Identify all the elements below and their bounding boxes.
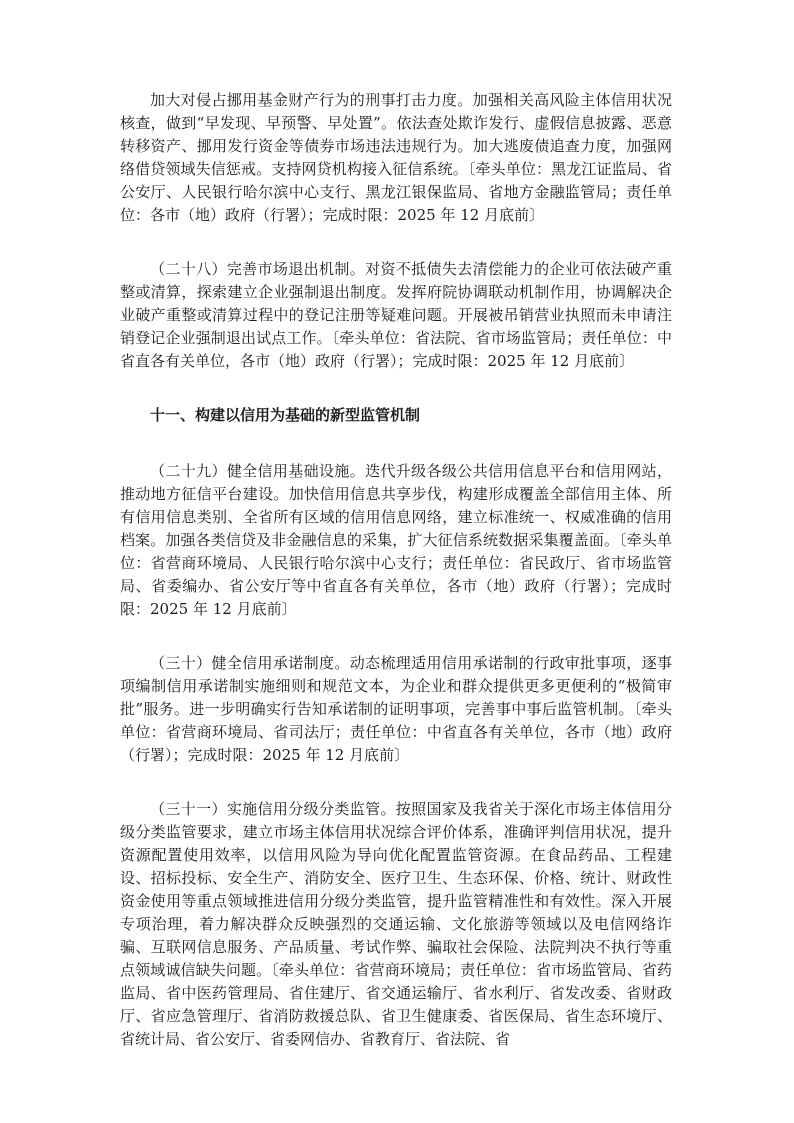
document-body	[120, 89, 672, 1082]
paragraph-31-credit-classification: （三十一）实施信用分级分类监管。按照国家及我省关于深化市场主体信用分级分类监管要求，建立市场主体信用状况综合评价体系，准确评判信用状况，提升资源配置使用效率，以信用风险为导向优化配置监管资源。在食品药品、工程建设、招标投标、安全生产、消防安全、医疗卫生、生态环保、价格、统计、财政性资金使用等重点领域推进信用分级分类监管，提升监管精准性和有效性。深入开展专项治理，着力解决群众反映强烈的交通运输、文化旅游等领域以及电信网络诈骗、互联网信息服务、产品质量、考试作弊、骗取社会保险、法院判决不执行等重点领域诚信缺失问题。〔牵头单位：省营商环境局；责任单位：省市场监管局、省药监局、省中医药管理局、省住建厅、省交通运输厅、省水利厅、省发改委、省财政厅、省应急管理厅、省消防救援总队、省卫生健康委、省医保局、省生态环境厅、省统计局、省公安厅、省委网信办、省教育厅、省法院、省	[120, 800, 672, 1048]
section-heading-11: 十一、构建以信用为基础的新型监管机制	[150, 406, 421, 424]
paragraph-criminal-enforcement: 加大对侵占挪用基金财产行为的刑事打击力度。加强相关高风险主体信用状况核查，做到“早发现、早预警、早处置”。依法查处欺诈发行、虚假信息披露、恶意转移资产、挪用发行资金等债券市场违法违规行为。加大逃废债追查力度，加强网络借贷领域失信惩戒。支持网贷机构接入征信系统。〔牵头单位：黑龙江证监局、省公安厅、人民银行哈尔滨中心支行、黑龙江银保监局、省地方金融监管局；责任单位：各市（地）政府（行署）；完成时限：2025 年 12 月底前〕	[120, 91, 672, 224]
paragraph-28-market-exit: （二十八）完善市场退出机制。对资不抵债失去清偿能力的企业可依法破产重整或清算，探索建立企业强制退出制度。发挥府院协调联动机制作用，协调解决企业破产重整或清算过程中的登记注册等疑难问题。开展被吊销营业执照而未申请注销登记企业强制退出试点工作。〔牵头单位：省法院、省市场监管局；责任单位：中省直各有关单位，各市（地）政府（行署）；完成时限：2025 年 12 月底前〕	[120, 260, 672, 370]
paragraph-29-credit-infrastructure: （二十九）健全信用基础设施。迭代升级各级公共信用信息平台和信用网站，推动地方征信平台建设。加快信用信息共享步伐，构建形成覆盖全部信用主体、所有信用信息类别、全省所有区域的信用信息网络，建立标准统一、权威准确的信用档案。加强各类信贷及非金融信息的采集，扩大征信系统数据采集覆盖面。〔牵头单位：省营商环境局、人民银行哈尔滨中心支行；责任单位：省民政厅、省市场监管局、省委编办、省公安厅等中省直各有关单位，各市（地）政府（行署）；完成时限：2025 年 12 月底前〕	[120, 462, 672, 618]
paragraph-30-credit-commitment: （三十）健全信用承诺制度。动态梳理适用信用承诺制的行政审批事项，逐事项编制信用承诺制实施细则和规范文本，为企业和群众提供更多更便利的“极简审批”服务。进一步明确实行告知承诺制的证明事项，完善事中事后监管机制。〔牵头单位：省营商环境局、省司法厅；责任单位：中省直各有关单位，各市（地）政府（行署）；完成时限：2025 年 12 月底前〕	[120, 654, 672, 764]
